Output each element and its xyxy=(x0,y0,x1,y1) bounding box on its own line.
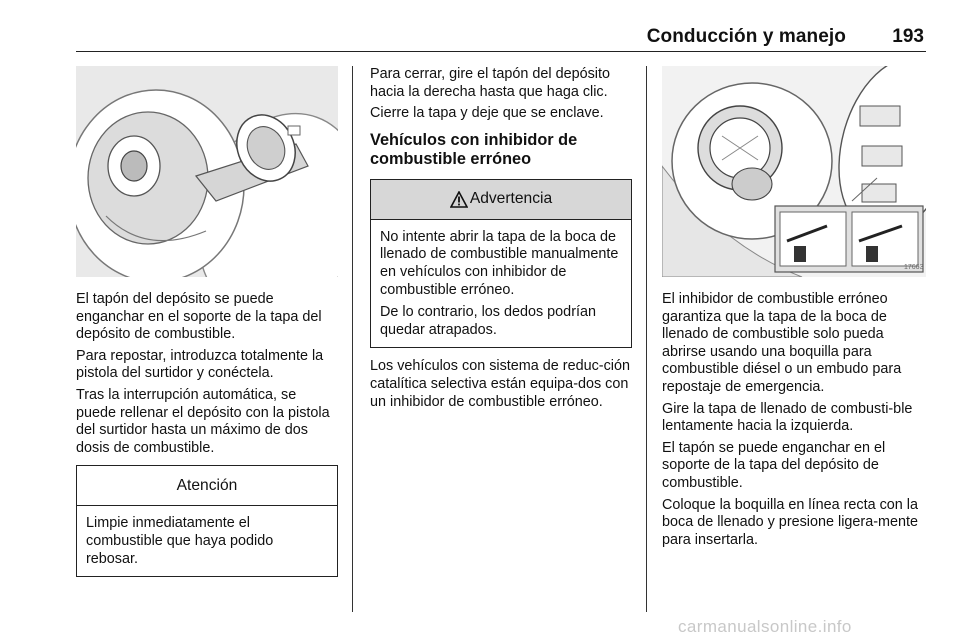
notice-title: Atención xyxy=(77,466,337,506)
misfuel-inhibitor-illustration xyxy=(662,66,926,277)
paragraph: Para repostar, introduzca totalmente la pistola del surtidor y conéctela. xyxy=(76,347,324,382)
paragraph: Cierre la tapa y deje que se enclave. xyxy=(370,105,604,122)
warning-title: Advertencia xyxy=(469,190,553,208)
left-column xyxy=(76,66,338,577)
warning-text: De lo contrario, los dedos podrían quedar atrapados. xyxy=(380,304,596,338)
paragraph: Coloque la boquilla en línea recta con la boca de llenado y presione ligera-mente para insertarla. xyxy=(662,496,919,548)
section-title: Conducción y manejo xyxy=(646,26,846,47)
figure-code: 17663 xyxy=(904,264,924,271)
notice-text: Limpie inmediatamente el combustible que haya podido rebosar. xyxy=(86,515,274,567)
section-heading: Vehículos con inhibidor de combustible erróneo xyxy=(370,130,578,169)
column-divider-1 xyxy=(352,66,353,612)
right-column xyxy=(662,66,926,553)
notice-box xyxy=(76,465,338,577)
paragraph: El inhibidor de combustible erróneo garantiza que la tapa de la boca de llenado de combustible solo pueda abrirse usando una boquilla para combustible diésel o un embudo para repostaje de emergencia. xyxy=(662,291,902,395)
paragraph: Para cerrar, gire el tapón del depósito hacia la derecha hasta que haga clic. xyxy=(370,66,610,100)
middle-column xyxy=(370,66,632,415)
warning-header xyxy=(371,180,631,220)
page-header xyxy=(76,20,926,52)
warning-text: No intente abrir la tapa de la boca de llenado de combustible manualmente en vehículos con inhibidor de combustible erróneo. xyxy=(380,228,619,298)
page-number: 193 xyxy=(892,26,924,47)
paragraph: El tapón se puede enganchar en el soporte de la tapa del depósito de combustible. xyxy=(662,439,886,491)
warning-triangle-icon xyxy=(450,191,468,208)
paragraph: Gire la tapa de llenado de combusti-ble lentamente hacia la izquierda. xyxy=(662,400,913,435)
fuel-cap-illustration xyxy=(76,66,338,277)
column-divider-2 xyxy=(646,66,647,612)
paragraph: El tapón del depósito se puede enganchar en el soporte de la tapa del depósito de combustible. xyxy=(76,291,322,343)
paragraph: Los vehículos con sistema de reduc-ción catalítica selectiva están equipa-dos con un inhibidor de combustible erróneo. xyxy=(370,358,630,410)
paragraph: Tras la interrupción automática, se puede rellenar el depósito con la pistola del surtidor hasta un máximo de dos dosis de combustible. xyxy=(76,386,330,456)
warning-box xyxy=(370,179,632,349)
watermark: carmanualsonline.info xyxy=(678,617,852,636)
